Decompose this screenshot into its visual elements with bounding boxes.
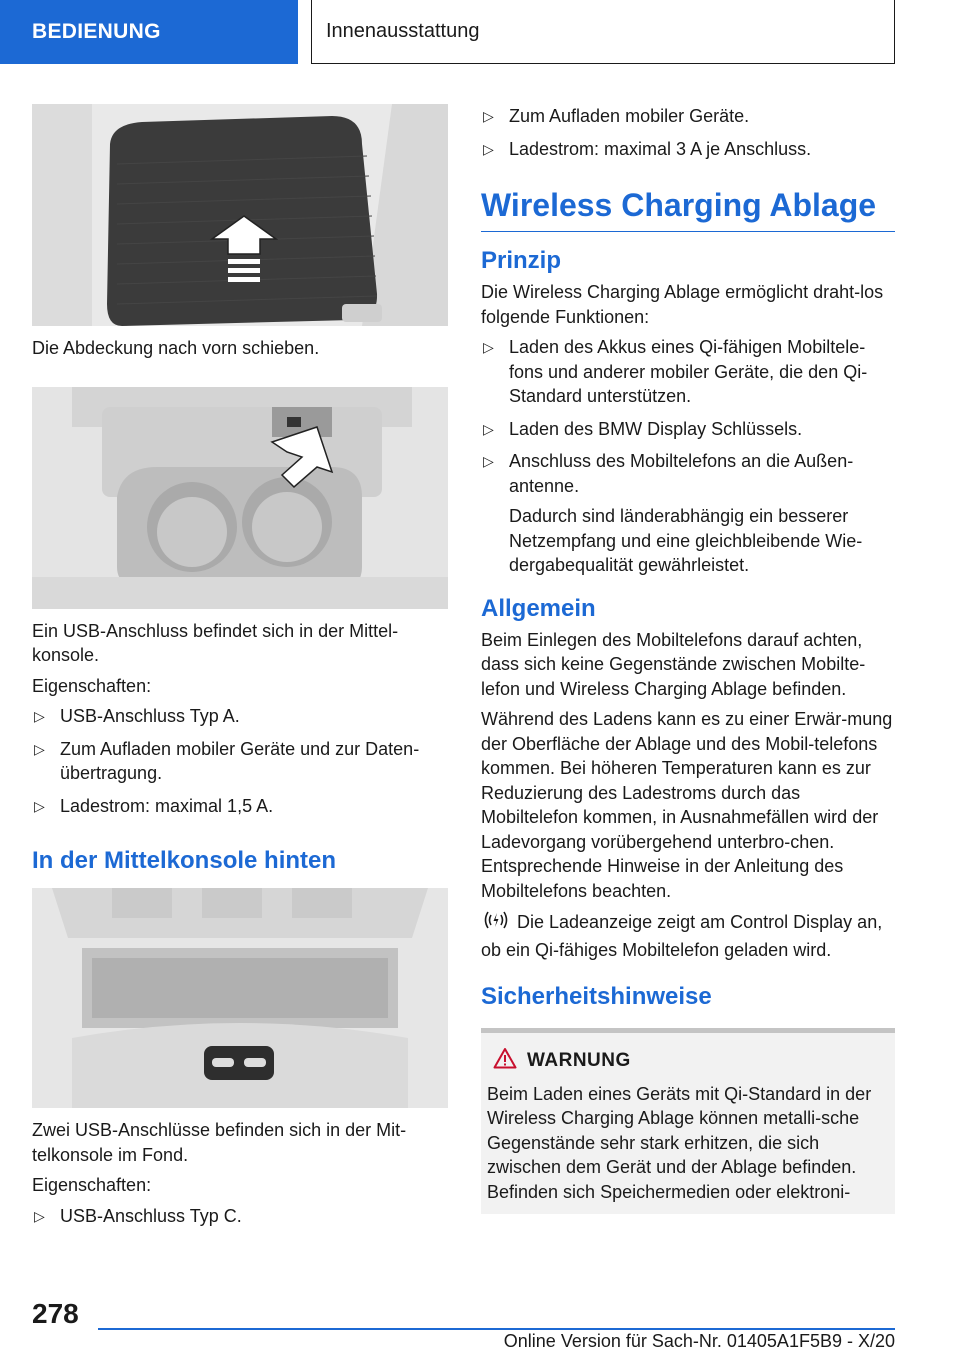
usb-c-list (32, 1204, 448, 1229)
heading-prinzip: Prinzip (481, 247, 562, 274)
list-item: ▷ USB-Anschluss Typ A. (32, 704, 448, 729)
props-label: Eigenschaften: (32, 675, 152, 696)
footer-text: Online Version für Sach-Nr. 01405A1F5B9 - X/20 (503, 1331, 895, 1351)
warning-box (481, 1028, 895, 1214)
caption-usb-c: Zwei USB-Anschlüsse befinden sich in der Mit-telkonsole im Fond. (32, 1120, 407, 1165)
allgemein-p3: Die Ladeanzeige zeigt am Control Display an, ob ein Qi-fähiges Mobiltelefon geladen wird. (481, 912, 883, 960)
list-item: ▷ Zum Aufladen mobiler Geräte. (481, 104, 895, 129)
footer-divider (98, 1328, 895, 1330)
usb-a-image (32, 387, 448, 609)
list-item: ▷ Anschluss des Mobiltelefons an die Außen-antenne. (483, 451, 854, 496)
triangle-bullet-icon: ▷ (34, 1207, 45, 1224)
section-title: Wireless Charging Ablage (481, 187, 895, 232)
triangle-bullet-icon: ▷ (483, 108, 494, 124)
console-cover-image (32, 104, 448, 326)
triangle-bullet-icon: ▷ (34, 708, 45, 724)
allgemein-p3-wrap (481, 909, 895, 962)
list-item: ▷ Zum Aufladen mobiler Geräte und zur Daten-übertragung. (34, 738, 420, 783)
warning-title: WARNUNG (527, 1050, 631, 1071)
right-column (481, 104, 895, 1214)
chapter-label: Innenausstattung (326, 20, 480, 42)
list-item: ▷ Laden des BMW Display Schlüssels. (481, 417, 895, 442)
allgemein-p2: Während des Ladens kann es zu einer Erwär-mung der Oberfläche der Ablage und des Mobil-telefons kommen. Bei höheren Temperaturen kann es zur Reduzierung des Ladestroms durch das Mobiltelefon kommen, in Ausnahmefällen wird der Ladevorgang vorübergehend unterbro-chen. Entsprechende Hinweise in der Anleitung des Mobiltelefons beachten. (481, 709, 893, 901)
section-label: BEDIENUNG (32, 20, 161, 43)
warning-header (487, 1047, 889, 1076)
triangle-bullet-icon: ▷ (483, 339, 494, 355)
triangle-bullet-icon: ▷ (34, 740, 45, 757)
heading-sicherheit: Sicherheitshinweise (481, 983, 712, 1010)
heading-allgemein: Allgemein (481, 594, 596, 622)
page-number: 278 (32, 1298, 79, 1329)
list-item: ▷ Ladestrom: maximal 1,5 A. (32, 794, 448, 819)
caption-cover: Die Abdeckung nach vorn schieben. (32, 338, 320, 358)
list-item: ▷ Ladestrom: maximal 3 A je Anschluss. (481, 137, 895, 162)
props-label-2: Eigenschaften: (32, 1175, 152, 1195)
triangle-bullet-icon: ▷ (483, 453, 494, 469)
list-item: ▷ Laden des Akkus eines Qi-fähigen Mobiltele-fons und anderer mobiler Geräte, die den Qi-Standard unterstützen. (483, 337, 868, 406)
left-column (32, 104, 448, 1236)
triangle-bullet-icon: ▷ (483, 420, 494, 437)
prinzip-list (481, 335, 895, 498)
warning-triangle-icon (493, 1047, 517, 1076)
allgemein-p1: Beim Einlegen des Mobiltelefons darauf achten, dass sich keine Gegenstände zwischen Mobilte-lefon und Wireless Charging Ablage befinden. (481, 629, 866, 699)
section-tab[interactable] (0, 0, 298, 64)
list-item: ▷ USB-Anschluss Typ C. (32, 1204, 448, 1229)
triangle-bullet-icon: ▷ (483, 140, 494, 157)
usb-c-props-list (481, 104, 895, 161)
caption-usb-a: Ein USB-Anschluss befindet sich in der Mittel-konsole. (32, 620, 399, 665)
prinzip-sub: Dadurch sind länderabhängig ein besserer Netzempfang und eine gleichbleibende Wie-dergabequalität gewährleistet. (509, 506, 863, 575)
usb-a-list (32, 704, 448, 818)
usb-c-image (32, 888, 448, 1108)
warning-text: Beim Laden eines Geräts mit Qi-Standard in der Wireless Charging Ablage können metalli-sche Gegenstände sehr stark erhitzen, die sich zwischen dem Gerät und der Ablage befinden. Befinden sich Speichermedien oder elektroni- (487, 1083, 872, 1202)
wireless-charging-icon (481, 909, 511, 938)
prinzip-intro: Die Wireless Charging Ablage ermöglicht draht-los folgende Funktionen: (481, 282, 884, 327)
chapter-header (311, 0, 895, 64)
heading-rear-console: In der Mittelkonsole hinten (32, 847, 337, 874)
triangle-bullet-icon: ▷ (34, 797, 45, 814)
